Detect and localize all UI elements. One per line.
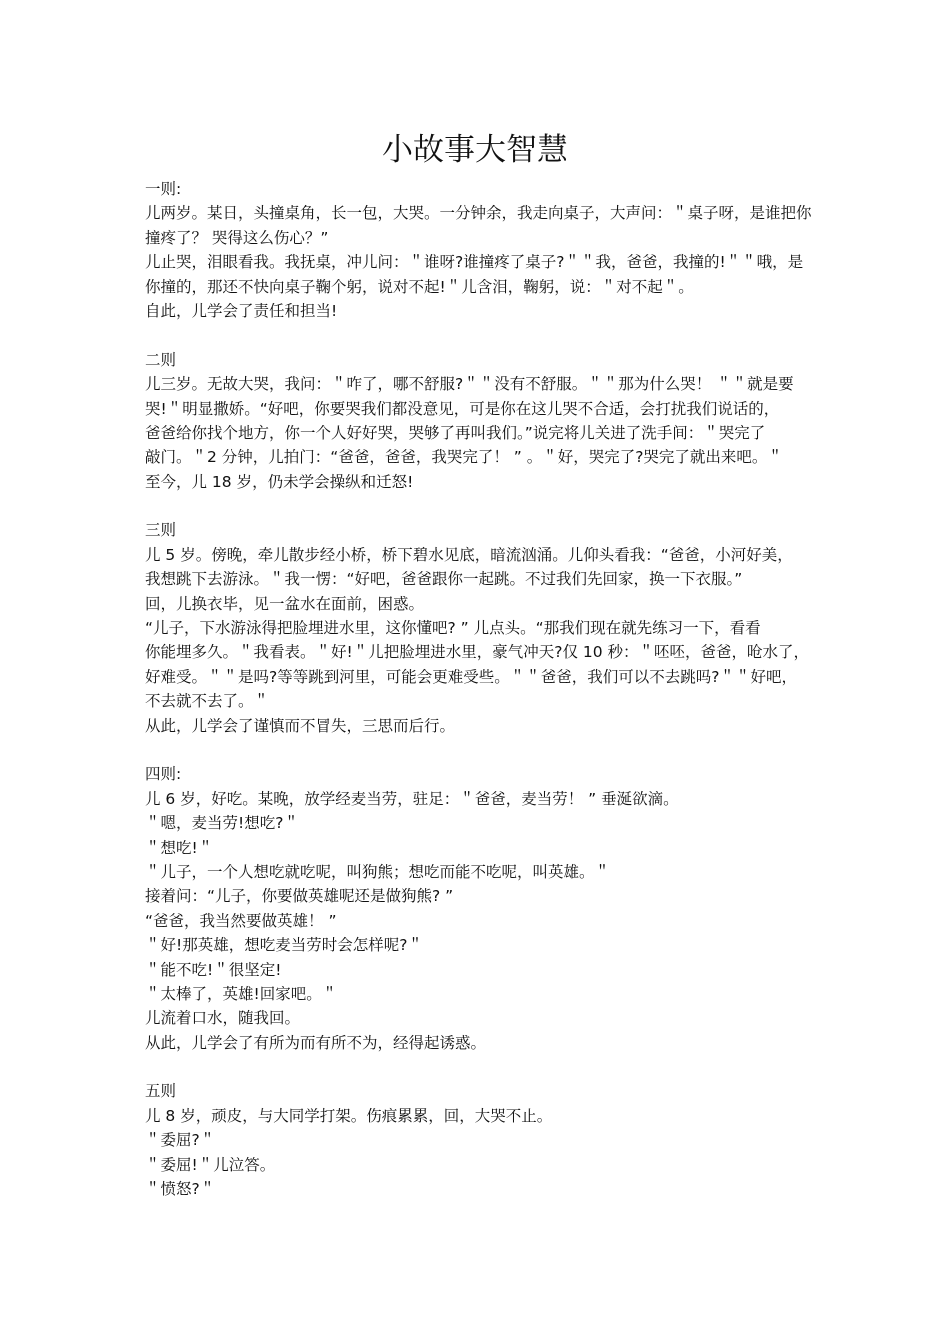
text-line: 接着问：“儿子，你要做英雄呢还是做狗熊? ”	[145, 887, 454, 906]
text-line: 撞疼了？ 哭得这么伤心？”	[145, 228, 329, 247]
story-section	[145, 762, 815, 1055]
text-line: 儿 6 岁，好吃。某晚，放学经麦当劳，驻足：＂爸爸，麦当劳！ ” 垂涎欲滴。	[145, 789, 679, 808]
text-line: 儿两岁。某日，头撞桌角，长一包，大哭。一分钟余，我走向桌子，大声问：＂桌子呀，是谁把你	[145, 204, 812, 223]
section-heading: 一则:	[145, 180, 182, 198]
text-line: ＂委屈?＂	[145, 1131, 216, 1150]
text-line: 儿 5 岁。傍晚，牵儿散步经小桥，桥下碧水见底，暗流汹涌。儿仰头看我：“爸爸，小河好美，	[145, 545, 793, 564]
text-line: 哭!＂明显撒娇。“好吧，你要哭我们都没意见，可是你在这儿哭不合适，会打扰我们说话的，	[145, 399, 780, 418]
text-line: “儿子，下水游泳得把脸埋进水里，这你懂吧? ” 儿点头。“那我们现在就先练习一下，看看	[145, 619, 761, 638]
text-line: ＂儿子，一个人想吃就吃呢，叫狗熊；想吃而能不吃呢，叫英雄。＂	[145, 862, 611, 881]
text-line: 不去就不去了。＂	[145, 692, 270, 711]
text-line: 你撞的，那还不快向桌子鞠个躬，说对不起!＂儿含泪，鞠躬，说：＂对不起＂。	[145, 277, 694, 296]
text-line: 至今，儿 18 岁，仍未学会操纵和迁怒!	[145, 472, 414, 491]
section-heading: 三则	[145, 521, 177, 540]
paragraph-gap	[145, 494, 815, 518]
text-line: 儿 8 岁，顽皮，与大同学打架。伤痕累累，回，大哭不止。	[145, 1106, 553, 1125]
page-title: 小故事大智慧	[382, 132, 568, 168]
text-line: 自此，儿学会了责任和担当!	[145, 301, 338, 320]
text-line: ＂嗯，麦当劳!想吃?＂	[145, 814, 299, 833]
text-line: 敲门。＂2 分钟，儿拍门：“爸爸，爸爸，我哭完了！ ” 。＂好，哭完了?哭完了就出来吧。＂	[145, 448, 783, 467]
text-line: ＂能不吃!＂很坚定!	[145, 960, 282, 979]
text-line: ＂愤怒?＂	[145, 1180, 216, 1199]
text-line: 爸爸给你找个地方，你一个人好好哭，哭够了再叫我们。”说完将儿关进了洗手间：＂哭完了	[145, 423, 766, 442]
text-line: “爸爸，我当然要做英雄！ ”	[145, 911, 337, 930]
story-section	[145, 348, 815, 494]
section-heading: 五则	[145, 1082, 177, 1101]
section-heading: 四则:	[145, 765, 182, 784]
paragraph-gap	[145, 738, 815, 762]
text-line: 从此，儿学会了有所为而有所不为，经得起诱惑。	[145, 1033, 487, 1052]
paragraph-gap	[145, 323, 815, 347]
document-body	[145, 177, 815, 1201]
text-line: 儿流着口水，随我回。	[145, 1009, 301, 1028]
text-line: 回，儿换衣毕，见一盆水在面前，困惑。	[145, 594, 425, 613]
text-line: 我想跳下去游泳。＂我一愣：“好吧，爸爸跟你一起跳。不过我们先回家，换一下衣服。”	[145, 570, 743, 589]
text-line: 好难受。＂＂是吗?等等跳到河里，可能会更难受些。＂＂爸爸，我们可以不去跳吗?＂＂好吧，	[145, 667, 797, 686]
text-line: 儿三岁。无故大哭，我问：＂咋了，哪不舒服?＂＂没有不舒服。＂＂那为什么哭！ ＂＂就是要	[145, 375, 794, 394]
text-line: ＂好!那英雄，想吃麦当劳时会怎样呢?＂	[145, 936, 423, 955]
story-section	[145, 1079, 815, 1201]
section-heading: 二则	[145, 350, 177, 369]
text-line: ＂想吃!＂	[145, 838, 214, 857]
text-line: 从此，儿学会了谨慎而不冒失，三思而后行。	[145, 716, 456, 735]
text-line: 你能埋多久。＂我看表。＂好!＂儿把脸埋进水里，豪气冲天?仅 10 秒：＂呸呸，爸爸，呛水了，	[145, 643, 810, 662]
text-line: ＂委屈!＂儿泣答。	[145, 1155, 276, 1174]
story-section	[145, 177, 815, 323]
paragraph-gap	[145, 1055, 815, 1079]
text-line: 儿止哭，泪眼看我。我抚桌，冲儿问：＂谁呀?谁撞疼了桌子?＂＂我，爸爸，我撞的!＂＂哦，是	[145, 253, 804, 272]
story-section	[145, 518, 815, 738]
text-line: ＂太棒了，英雄!回家吧。＂	[145, 984, 338, 1003]
